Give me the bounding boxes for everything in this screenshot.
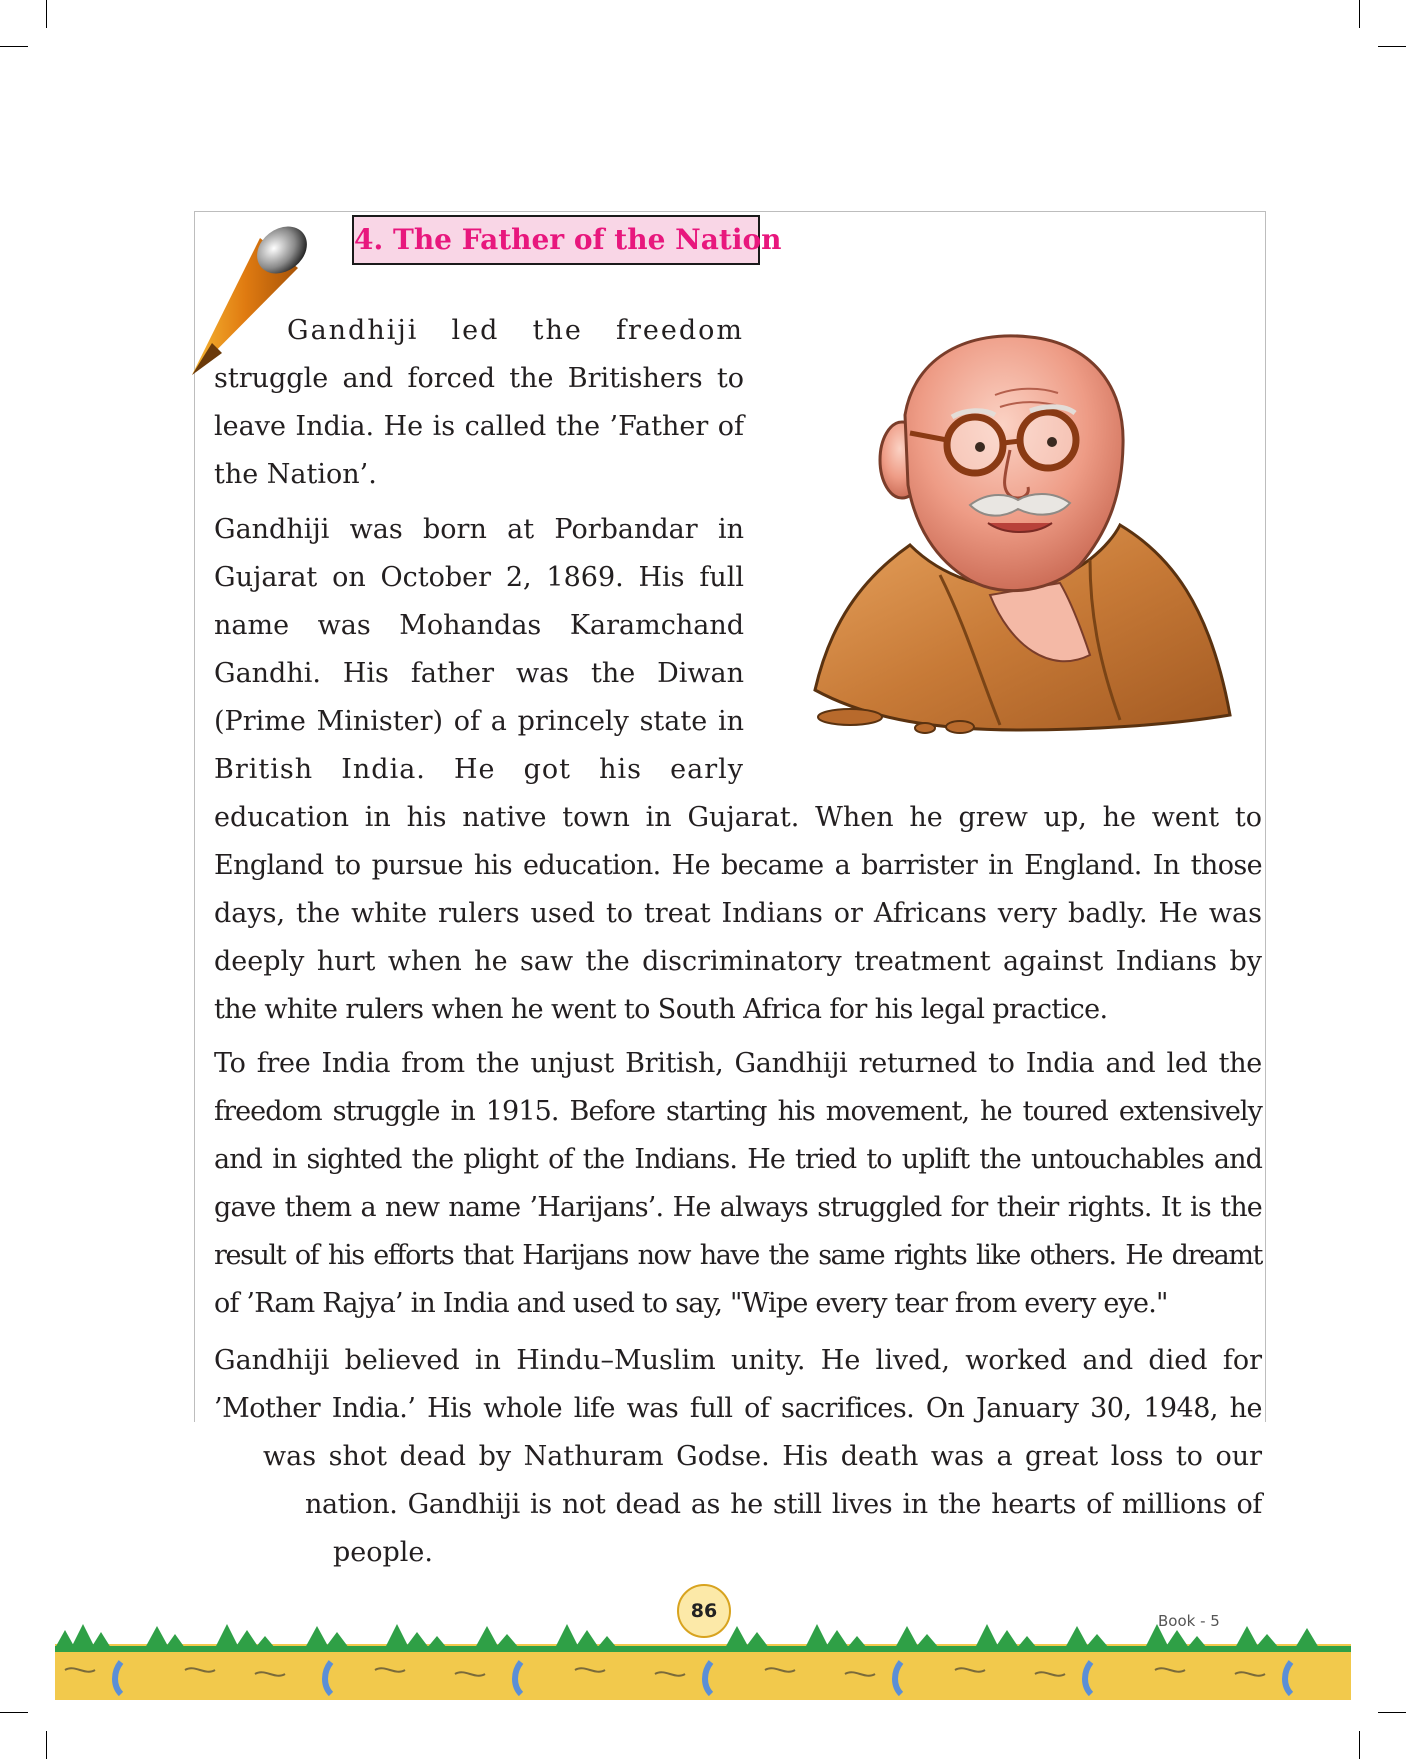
text-line: of ’Ram Rajya’ in India and used to say, "Wipe every tear from every eye." (214, 1288, 1168, 1319)
text-line: (Prime Minister) of a princely state in (214, 706, 744, 737)
crop-mark (1359, 0, 1360, 28)
paragraph-unity (214, 1337, 1262, 1577)
text-line: Gandhiji believed in Hindu–Muslim unity. He lived, worked and died for (214, 1345, 1262, 1376)
crop-mark (46, 0, 47, 28)
page-title: 4. The Father of the Nation (352, 215, 760, 265)
text-line: and in sighted the plight of the Indians. He tried to uplift the untouchables and (214, 1144, 1262, 1175)
text-line: freedom struggle in 1915. Before starting his movement, he toured extensively (214, 1096, 1262, 1127)
text-line: people. (333, 1537, 433, 1568)
paragraph-freedom-struggle (214, 1040, 1262, 1328)
text-line: Gandhi. His father was the Diwan (214, 658, 744, 689)
paragraph-birth (214, 506, 1262, 1034)
text-line: education in his native town in Gujarat. When he grew up, he went to (214, 802, 1262, 833)
crop-mark (0, 46, 28, 47)
crop-mark (46, 1731, 47, 1759)
crop-mark (1378, 1712, 1406, 1713)
text-line: days, the white rulers used to treat Indians or Africans very badly. He was (214, 898, 1262, 929)
text-line: the Nation’. (214, 459, 377, 490)
text-line: nation. Gandhiji is not dead as he still lives in the hearts of millions of (305, 1489, 1262, 1520)
text-line: gave them a new name ’Harijans’. He always struggled for their rights. It is the (214, 1192, 1262, 1223)
crop-mark (1378, 46, 1406, 47)
text-line: name was Mohandas Karamchand (214, 610, 744, 641)
paragraph-intro (214, 307, 744, 499)
text-line: leave India. He is called the ’Father of (214, 411, 744, 442)
text-line: Gujarat on October 2, 1869. His full (214, 562, 744, 593)
text-line: To free India from the unjust British, Gandhiji returned to India and led the (214, 1048, 1262, 1079)
text-line: Gandhiji led the freedom (287, 315, 744, 346)
text-line: ’Mother India.’ His whole life was full of sacrifices. On January 30, 1948, he (214, 1393, 1262, 1424)
text-line: struggle and forced the Britishers to (214, 363, 744, 394)
text-line: England to pursue his education. He became a barrister in England. In those (214, 850, 1262, 881)
text-line: deeply hurt when he saw the discriminatory treatment against Indians by (214, 946, 1262, 977)
text-line: Gandhiji was born at Porbandar in (214, 514, 744, 545)
text-line: was shot dead by Nathuram Godse. His death was a great loss to our (263, 1441, 1262, 1472)
text-line: British India. He got his early (214, 754, 744, 785)
page-number-badge: 86 (677, 1584, 731, 1638)
text-line: result of his efforts that Harijans now have the same rights like others. He dreamt (214, 1240, 1262, 1271)
crop-mark (1359, 1731, 1360, 1759)
book-label: Book - 5 (1158, 1612, 1220, 1630)
text-line: the white rulers when he went to South Africa for his legal practice. (214, 994, 1108, 1025)
crop-mark (0, 1712, 28, 1713)
